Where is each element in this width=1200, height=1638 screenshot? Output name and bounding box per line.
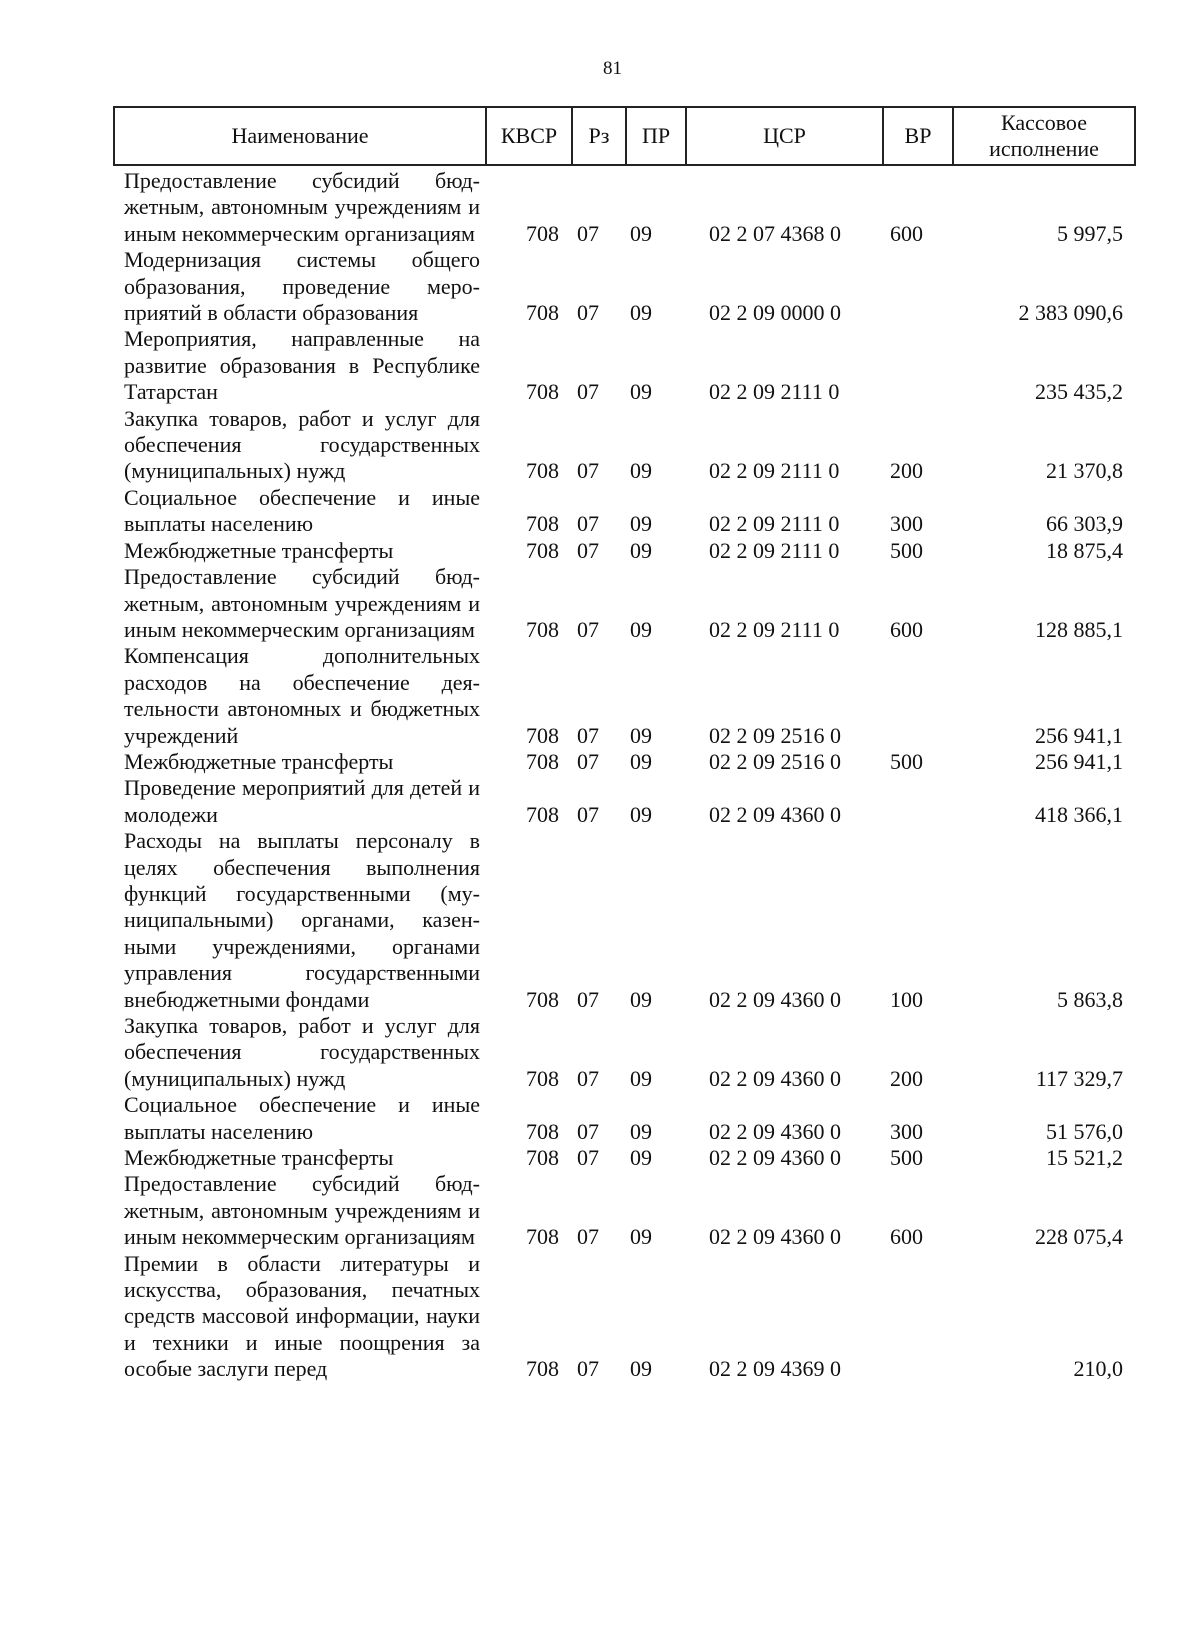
- table-row: [114, 564, 1135, 643]
- cell-vr: 600: [890, 220, 923, 246]
- cell-name: Предоставление субсидий бюджетным, автономным учреждениям и иным некоммерческим организациям: [124, 168, 480, 246]
- cell-pr: 09: [630, 616, 652, 642]
- cell-sum: 21 370,8: [1046, 458, 1123, 484]
- cell-csr: 02 2 09 2111 0: [709, 616, 840, 642]
- cell-sum: 15 521,2: [1046, 1145, 1123, 1171]
- cell-rz: 07: [577, 722, 599, 748]
- cell-sum: 51 576,0: [1046, 1118, 1123, 1144]
- cell-vr: 600: [890, 616, 923, 642]
- table-row: [114, 749, 1135, 775]
- cell-sum: 117 329,7: [1035, 1065, 1123, 1091]
- cell-rz: 07: [577, 300, 599, 326]
- cell-vr: 300: [890, 1118, 923, 1144]
- header-name: Наименование: [114, 107, 486, 165]
- cell-name: Межбюджетные трансферты: [124, 537, 394, 563]
- cell-rz: 07: [577, 1118, 599, 1144]
- cell-vr: [883, 775, 953, 828]
- cell-csr: 02 2 09 2111 0: [709, 458, 840, 484]
- cell-csr: 02 2 09 4360 0: [709, 1224, 841, 1250]
- table-row: [114, 326, 1135, 405]
- cell-rz: 07: [577, 616, 599, 642]
- cell-pr: 09: [630, 537, 652, 563]
- cell-vr: 200: [890, 458, 923, 484]
- cell-csr: 02 2 09 4360 0: [709, 986, 841, 1012]
- cell-name: Межбюджетные трансферты: [124, 748, 394, 774]
- cell-pr: 09: [630, 801, 652, 827]
- cell-csr: 02 2 09 2111 0: [709, 379, 840, 405]
- cell-name: Закупка товаров, работ и услуг для обеспечения государственных (муниципальных) нужд: [124, 405, 480, 484]
- cell-name: Закупка товаров, работ и услуг для обеспечения государственных (муниципальных) нужд: [124, 1013, 480, 1091]
- cell-name: Компенсация дополнительных расходов на обеспечение деятельности автономных и бюджетных учреждений: [124, 643, 480, 748]
- table-row: [114, 1092, 1135, 1145]
- cell-rz: 07: [577, 1224, 599, 1250]
- cell-name: Премии в области литературы и искусства, образования, печатных средств массовой информации, науки и техники и иные поощрения за особые заслуги перед: [124, 1250, 480, 1382]
- cell-kvsr: 708: [526, 986, 559, 1012]
- cell-pr: 09: [630, 458, 652, 484]
- cell-rz: 07: [577, 511, 599, 537]
- cell-name: Предоставление субсидий бюджетным, автономным учреждениям и иным некоммерческим организациям: [124, 564, 480, 642]
- cell-rz: 07: [577, 1356, 599, 1382]
- cell-kvsr: 708: [526, 616, 559, 642]
- cell-csr: 02 2 09 2111 0: [709, 511, 840, 537]
- cell-pr: 09: [630, 220, 652, 246]
- cell-sum: 228 075,4: [1035, 1224, 1123, 1250]
- cell-kvsr: 708: [526, 801, 559, 827]
- cell-sum: 2 383 090,6: [1018, 300, 1123, 326]
- cell-kvsr: 708: [526, 300, 559, 326]
- cell-vr: [883, 643, 953, 749]
- table-row: [114, 643, 1135, 749]
- header-rz: Рз: [572, 107, 626, 165]
- cell-pr: 09: [630, 1145, 652, 1171]
- cell-vr: [883, 247, 953, 326]
- cell-csr: 02 2 09 2111 0: [709, 537, 840, 563]
- cell-sum: 66 303,9: [1046, 511, 1123, 537]
- cell-sum: 5 997,5: [1057, 220, 1123, 246]
- cell-kvsr: 708: [526, 748, 559, 774]
- cell-name: Предоставление субсидий бюджетным, автономным учреждениям и иным некоммерческим организациям: [124, 1171, 480, 1250]
- cell-kvsr: 708: [526, 1118, 559, 1144]
- table-row: [114, 247, 1135, 326]
- cell-sum: 418 366,1: [1035, 801, 1123, 827]
- cell-rz: 07: [577, 801, 599, 827]
- table-row: [114, 828, 1135, 1013]
- header-pr: ПР: [626, 107, 686, 165]
- cell-name: Расходы на выплаты персоналу в целях обеспечения выполнения функций государственными (муниципальными) органами, казенными учреждениями, органами управления государственными внебюджетными фондами: [124, 828, 480, 1012]
- table-row: [114, 485, 1135, 538]
- cell-csr: 02 2 09 4360 0: [709, 1145, 841, 1171]
- cell-kvsr: 708: [526, 1224, 559, 1250]
- cell-vr: [883, 326, 953, 405]
- table-row: [114, 1251, 1135, 1383]
- table-row: [114, 1145, 1135, 1171]
- table-row: [114, 165, 1135, 247]
- table-body: [114, 165, 1135, 1383]
- cell-csr: 02 2 09 4369 0: [709, 1356, 841, 1382]
- table-row: [114, 538, 1135, 564]
- cell-kvsr: 708: [526, 722, 559, 748]
- cell-pr: 09: [630, 300, 652, 326]
- page-number: 81: [603, 58, 622, 79]
- cell-pr: 09: [630, 1065, 652, 1091]
- cell-vr: 500: [890, 537, 923, 563]
- cell-rz: 07: [577, 1065, 599, 1091]
- cell-sum: 256 941,1: [1035, 748, 1123, 774]
- header-sum: Кассовое исполнение: [953, 107, 1135, 165]
- cell-csr: 02 2 09 0000 0: [709, 300, 841, 326]
- cell-csr: 02 2 09 4360 0: [709, 801, 841, 827]
- cell-sum: 18 875,4: [1046, 537, 1123, 563]
- cell-rz: 07: [577, 220, 599, 246]
- cell-kvsr: 708: [526, 220, 559, 246]
- cell-csr: 02 2 09 2516 0: [709, 722, 841, 748]
- cell-rz: 07: [577, 748, 599, 774]
- cell-sum: 235 435,2: [1035, 379, 1123, 405]
- cell-pr: 09: [630, 1224, 652, 1250]
- cell-pr: 09: [630, 748, 652, 774]
- cell-rz: 07: [577, 458, 599, 484]
- cell-sum: 5 863,8: [1057, 986, 1123, 1012]
- table-row: [114, 406, 1135, 485]
- cell-name: Межбюджетные трансферты: [124, 1145, 394, 1171]
- cell-name: Проведение мероприятий для детей и молодежи: [124, 775, 480, 827]
- cell-pr: 09: [630, 1356, 652, 1382]
- cell-csr: 02 2 09 2516 0: [709, 748, 841, 774]
- cell-kvsr: 708: [526, 1356, 559, 1382]
- cell-vr: [883, 1251, 953, 1383]
- cell-rz: 07: [577, 1145, 599, 1171]
- cell-kvsr: 708: [526, 511, 559, 537]
- cell-kvsr: 708: [526, 379, 559, 405]
- header-vr: ВР: [883, 107, 953, 165]
- cell-pr: 09: [630, 1118, 652, 1144]
- header-kvsr: КВСР: [486, 107, 572, 165]
- cell-rz: 07: [577, 537, 599, 563]
- cell-vr: 500: [890, 748, 923, 774]
- cell-csr: 02 2 09 4360 0: [709, 1065, 841, 1091]
- budget-table: [113, 106, 1136, 1383]
- cell-vr: 200: [890, 1065, 923, 1091]
- cell-name: Мероприятия, направленные на развитие образования в Республике Татарстан: [124, 326, 480, 405]
- cell-pr: 09: [630, 986, 652, 1012]
- cell-kvsr: 708: [526, 1145, 559, 1171]
- cell-pr: 09: [630, 722, 652, 748]
- cell-sum: 210,0: [1073, 1356, 1123, 1382]
- cell-kvsr: 708: [526, 458, 559, 484]
- header-csr: ЦСР: [686, 107, 883, 165]
- table-row: [114, 775, 1135, 828]
- cell-vr: 300: [890, 511, 923, 537]
- cell-sum: 128 885,1: [1035, 616, 1123, 642]
- table-row: [114, 1013, 1135, 1092]
- cell-csr: 02 2 09 4360 0: [709, 1118, 841, 1144]
- cell-pr: 09: [630, 379, 652, 405]
- cell-pr: 09: [630, 511, 652, 537]
- cell-kvsr: 708: [526, 537, 559, 563]
- cell-vr: 600: [890, 1224, 923, 1250]
- table-row: [114, 1171, 1135, 1250]
- cell-name: Модернизация системы общего образования, проведение мероприятий в области образования: [124, 247, 480, 326]
- cell-vr: 500: [890, 1145, 923, 1171]
- table-header: [114, 107, 1135, 165]
- cell-kvsr: 708: [526, 1065, 559, 1091]
- cell-vr: 100: [890, 986, 923, 1012]
- cell-rz: 07: [577, 379, 599, 405]
- cell-name: Социальное обеспечение и иные выплаты населению: [124, 484, 480, 537]
- cell-name: Социальное обеспечение и иные выплаты населению: [124, 1092, 480, 1144]
- cell-csr: 02 2 07 4368 0: [709, 220, 841, 246]
- cell-sum: 256 941,1: [1035, 722, 1123, 748]
- cell-rz: 07: [577, 986, 599, 1012]
